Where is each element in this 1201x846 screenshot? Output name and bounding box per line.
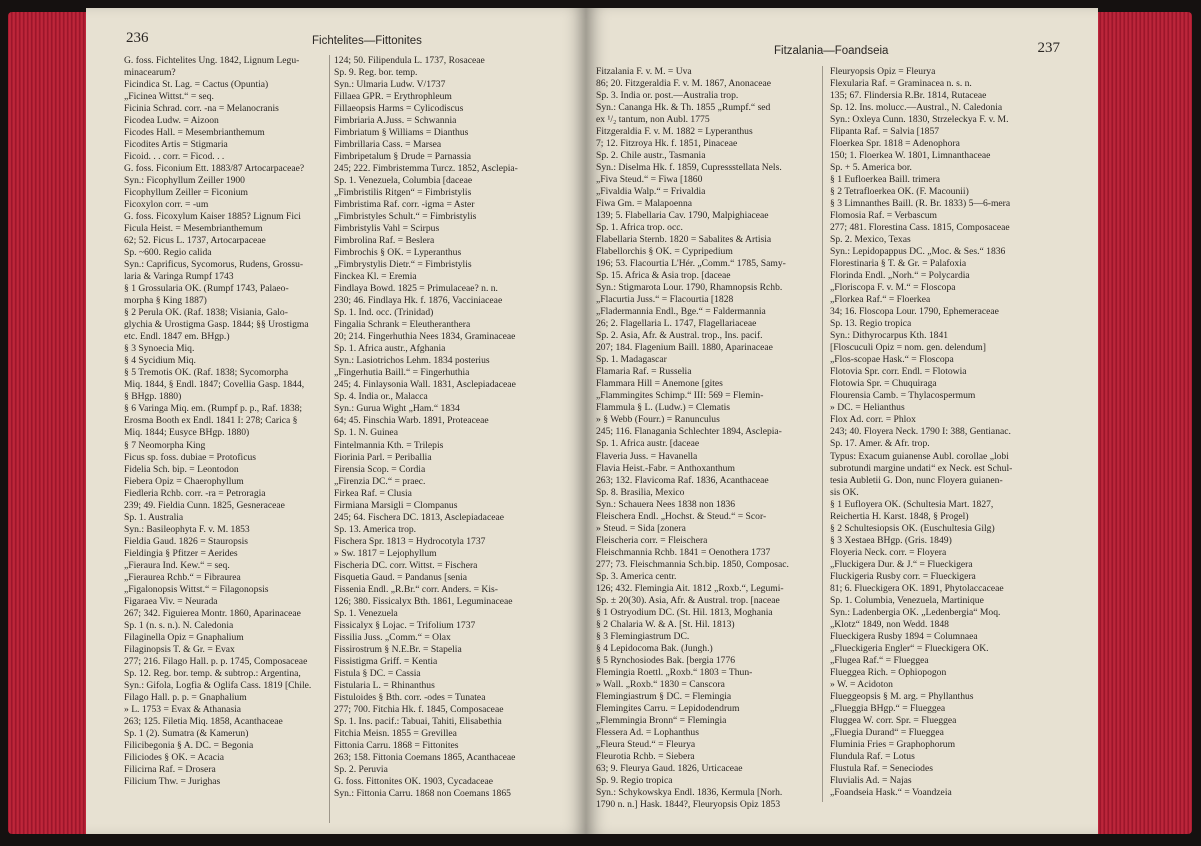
text-line: Ficodites Artis = Stigmaria [124, 139, 228, 151]
text-line: § BHgp. 1880) [124, 391, 182, 403]
running-header: Fichtelites—Fittonites [312, 35, 422, 47]
text-line: Sp. 1. Africa austr. [daceae [596, 438, 700, 450]
text-line: Sp. 17. Amer. & Afr. trop. [830, 438, 930, 450]
text-line: » DC. = Helianthus [830, 402, 905, 414]
text-line: Sp. 1. Columbia, Venezuela, Martinique [830, 594, 984, 606]
text-line: 81; 6. Flueckigera OK. 1891, Phytolaccaceae [830, 582, 1004, 594]
text-line: Finckea Kl. = Eremia [334, 271, 417, 283]
text-line: 86; 20. Fitzgeraldia F. v. M. 1867, Anonaceae [596, 78, 771, 90]
text-line: Sp. 1. Africa trop. occ. [596, 222, 683, 234]
text-line: sis OK. [830, 486, 859, 498]
text-line: Findlaya Bowd. 1825 = Primulaceae? n. n. [334, 283, 498, 295]
text-line: Filago Hall. p. p. = Gnaphalium [124, 691, 247, 703]
text-line: Firensia Scop. = Cordia [334, 463, 426, 475]
text-line: Syn.: Ulmaria Ludw. V/1737 [334, 79, 446, 91]
text-line: „Flugea Raf.“ = Flueggea [830, 654, 929, 666]
text-line: G. foss. Fichtelites Ung. 1842, Lignum Legu- [124, 55, 300, 66]
text-line: Fissilia Juss. „Comm.“ = Olax [334, 631, 451, 643]
text-line: G. foss. Ficoxylum Kaiser 1885? Lignum Fici [124, 211, 301, 223]
text-line: Sp. 8. Brasilia, Mexico [596, 486, 685, 498]
text-line: § 2 Perula OK. (Raf. 1838; Visiania, Galo- [124, 307, 288, 319]
text-line: § 3 Xestaea BHgp. (Gris. 1849) [830, 534, 952, 546]
text-line: morpha § King 1887) [124, 295, 207, 307]
text-line: Sp. 2. Mexico, Texas [830, 234, 911, 246]
text-line: Fissicalyx § Lojac. = Trifolium 1737 [334, 619, 476, 631]
text-line: § 4 Sycidium Miq. [124, 355, 196, 367]
text-column-left [124, 55, 360, 788]
text-line: subrotundi margine undati“ ex Neck. est Schul- [830, 462, 1013, 474]
text-line: Flaveria Juss. = Havanella [596, 450, 698, 462]
text-line: Sp. 2. Asia, Afr. & Austral. trop., Ins. pacif. [596, 330, 763, 342]
text-line: 7; 12. Fitzroya Hk. f. 1851, Pinaceae [596, 138, 738, 150]
text-line: 126; 380. Fissicalyx Bth. 1861, Leguminaceae [334, 595, 513, 607]
text-line: Ficus sp. foss. dubiae = Protoficus [124, 451, 256, 463]
text-line: 263; 125. Filetia Miq. 1858, Acanthaceae [124, 715, 283, 727]
text-line: 245; 116. Flanagania Schlechter 1894, Asclepia- [596, 426, 782, 438]
text-line: Ficoid. . . corr. = Ficod. . . [124, 151, 225, 163]
text-line: Flotowia Spr. = Chuquiraga [830, 378, 937, 390]
text-line: Syn.: Diselma Hk. f. 1859, Cupressstellata Nels. [596, 162, 782, 174]
text-line: Sp. 1 (n. s. n.). N. Caledonia [124, 619, 234, 631]
text-line: § 4 Lepidocoma Bak. (Jungh.) [596, 642, 713, 654]
text-line: Fillaeopsis Harms = Cylicodiscus [334, 103, 464, 115]
text-line: 263; 158. Fittonia Coemans 1865, Acanthaceae [334, 751, 516, 763]
text-line: 64; 45. Finschia Warb. 1891, Proteaceae [334, 415, 489, 427]
text-line: Flomosia Raf. = Verbascum [830, 210, 938, 222]
text-line: Sp. 2. Peruvia [334, 763, 388, 775]
text-line: 239; 49. Fieldia Cunn. 1825, Gesneraceae [124, 499, 285, 511]
text-line: 263; 132. Flavicoma Raf. 1836, Acanthaceae [596, 474, 769, 486]
text-line: 124; 50. Filipendula L. 1737, Rosaceae [334, 55, 485, 66]
text-line: Fintelmannia Kth. = Trilepis [334, 439, 444, 451]
text-line: § 2 Chalaria W. & A. [St. Hil. 1813) [596, 618, 735, 630]
text-line: Fischeria DC. corr. Wittst. = Fischera [334, 559, 478, 571]
text-line: 277; 216. Filago Hall. p. p. 1745, Composaceae [124, 655, 308, 667]
text-line: » W. = Acidoton [830, 678, 893, 690]
text-line: Fiwa Gm. = Malapoenna [596, 198, 692, 210]
text-line: Fleurotia Rchb. = Siebera [596, 750, 695, 762]
text-line: Fimbristima Raf. corr. -igma = Aster [334, 199, 475, 211]
text-line: „Flos-scopae Hask.“ = Floscopa [830, 354, 954, 366]
text-line: „Ficinea Wittst.“ = seq. [124, 91, 214, 103]
text-line: Fingalia Schrank = Eleutheranthera [334, 319, 471, 331]
text-line: Flabellaria Sternb. 1820 = Sabalites & Artisia [596, 234, 772, 246]
text-line: Florestinaria § T. & Gr. = Palafoxia [830, 258, 967, 270]
text-line: Ficodes Hall. = Mesembrianthemum [124, 127, 265, 139]
text-line: 135; 67. Flindersia R.Br. 1814, Rutaceae [830, 90, 987, 102]
text-line: Flemingia Roettl. „Roxb.“ 1803 = Thun- [596, 666, 753, 678]
text-line: Syn.: Dithyrocarpus Kth. 1841 [830, 330, 949, 342]
text-line: Miq. 1844, § Endl. 1847; Covellia Gasp. 1844, [124, 379, 305, 391]
right-page-edge [1096, 12, 1192, 834]
text-line: 139; 5. Flabellaria Cav. 1790, Malpighiaceae [596, 210, 769, 222]
text-line: „Fimbristyles Schult.“ = Fimbristylis [334, 211, 477, 223]
text-line: glychia & Urostigma Gasp. 1844; §§ Urostigma [124, 319, 309, 331]
text-line: Fleuryopsis Opiz = Fleurya [830, 66, 936, 77]
text-line: Fistula § DC. = Cassia [334, 667, 421, 679]
text-line: Fleischmannia Rchb. 1841 = Oenothera 1737 [596, 546, 771, 558]
text-line: Flox Ad. corr. = Phlox [830, 414, 916, 426]
text-line: Sp. + 5. America bor. [830, 162, 912, 174]
text-line: 126; 432. Flemingia Ait. 1812 „Roxb.“, Legumi- [596, 582, 784, 594]
text-line: Sp. ± 20(30). Asia, Afr. & Austral. trop. [naceae [596, 594, 780, 606]
text-line: Sp. 9. Regio tropica [596, 774, 673, 786]
text-line: Sp. 1. Venezuela, Columbia [daceae [334, 175, 473, 187]
text-line: Fimbrolina Raf. = Beslera [334, 235, 435, 247]
text-line: Fitzgeraldia F. v. M. 1882 = Lyperanthus [596, 126, 753, 138]
page-number: 237 [1037, 40, 1060, 56]
text-line: Sp. 4. India or., Malacca [334, 391, 428, 403]
text-line: „Fieraurea Rchb.“ = Fibraurea [124, 571, 241, 583]
text-line: Flexularia Raf. = Graminacea n. s. n. [830, 78, 972, 90]
text-line: Firmiana Marsigli = Clompanus [334, 499, 458, 511]
text-line: Syn.: Oxleya Cunn. 1830, Strzeleckya F. v. M. [830, 114, 1009, 126]
text-line: » L. 1753 = Evax & Athanasia [124, 703, 242, 715]
text-line: § 5 Rynchosiodes Bak. [bergia 1776 [596, 654, 736, 666]
text-line: Fimbrillaria Cass. = Marsea [334, 139, 442, 151]
text-line: „Fladermannia Endl., Bge.“ = Faldermannia [596, 306, 766, 318]
text-line: 245; 4. Finlaysonia Wall. 1831, Asclepiadaceae [334, 379, 516, 391]
text-column-right [830, 66, 1076, 799]
text-line: Syn.: Caprificus, Sycomorus, Rudens, Grossu- [124, 259, 304, 271]
text-line: Fischera Spr. 1813 = Hydrocotyla 1737 [334, 535, 486, 547]
text-line: Figaraea Viv. = Neurada [124, 595, 218, 607]
text-line: Erosma Booth ex Endl. 1841 I: 278; Carica § [124, 415, 298, 427]
text-line: „Fivaldia Walp.“ = Frivaldia [596, 186, 706, 198]
text-line: Floyeria Neck. corr. = Floyera [830, 546, 947, 558]
text-line: minacearum? [124, 67, 176, 79]
text-line: „Fingerhutia Baill.“ = Fingerhuthia [334, 367, 470, 379]
text-line: Flotovia Spr. corr. Endl. = Flotowia [830, 366, 967, 378]
text-line: Firkea Raf. = Clusia [334, 487, 412, 499]
text-line: „Klotz“ 1849, non Wedd. 1848 [830, 618, 949, 630]
text-line: Sp. 3. America centr. [596, 570, 677, 582]
text-line: Flundula Raf. = Lotus [830, 750, 915, 762]
text-line: Syn.: Cananga Hk. & Th. 1855 „Rumpf.“ sed [596, 102, 771, 114]
text-line: 63; 9. Fleurya Gaud. 1826, Urticaceae [596, 762, 743, 774]
text-line: G. foss. Ficonium Ett. 1883/87 Artocarpaceae? [124, 163, 305, 175]
text-line: Ficoxylon corr. = -um [124, 199, 209, 211]
text-line: Ficodea Ludw. = Aizoon [124, 115, 219, 127]
text-line: „Flammingites Schimp.“ III: 569 = Flemin- [596, 390, 764, 402]
text-line: Syn.: Gifola, Logfia & Oglifa Cass. 1819 [Chile. [124, 679, 312, 691]
text-line: Fillaea GPR. = Erythrophleum [334, 91, 452, 103]
text-line: Fiebera Opiz = Chaerophyllum [124, 475, 244, 487]
text-line: Fleischeria corr. = Fleischera [596, 534, 708, 546]
text-line: laria & Varinga Rumpf 1743 [124, 271, 234, 283]
text-column-right [334, 55, 566, 800]
text-line: Fluggea W. corr. Spr. = Flueggea [830, 714, 957, 726]
text-line: Sp. 1 (2). Sumatra (& Kamerun) [124, 727, 249, 739]
text-line: Florinda Endl. „Norh.“ = Polycardia [830, 270, 970, 282]
text-line: Fluminia Fries = Graphophorum [830, 738, 956, 750]
text-line: Flemingiastrum § DC. = Flemingia [596, 690, 732, 702]
text-line: Fiorinia Parl. = Periballia [334, 451, 432, 463]
text-line: 34; 16. Floscopa Lour. 1790, Ephemeraceae [830, 306, 999, 318]
text-line: Flueckigera Rusby 1894 = Columnaea [830, 630, 978, 642]
text-line: „Floriscopa F. v. M.“ = Floscopa [830, 282, 956, 294]
text-line: 277; 73. Fleischmannia Sch.bip. 1850, Composac. [596, 558, 789, 570]
text-line: Sp. 2. Chile austr., Tasmania [596, 150, 706, 162]
text-line: 230; 46. Findlaya Hk. f. 1876, Vacciniaceae [334, 295, 503, 307]
text-line: „Fluckigera Dur. & J.“ = Flueckigera [830, 558, 973, 570]
text-line: Ficindica St. Lag. = Cactus (Opuntia) [124, 79, 269, 91]
text-line: Sp. 1. Madagascar [596, 354, 667, 366]
text-line: Flustula Raf. = Seneciodes [830, 762, 933, 774]
text-line: „Flacurtia Juss.“ = Flacourtia [1828 [596, 294, 734, 306]
text-line: § 1 Eufloerkea Baill. trimera [830, 174, 941, 186]
text-line: Filicibegonia § A. DC. = Begonia [124, 739, 254, 751]
text-line: Syn.: Lasiotrichos Lehm. 1834 posterius [334, 355, 490, 367]
text-line: § 3 Synoecia Miq. [124, 343, 195, 355]
text-line: Flavia Heist.-Fabr. = Anthoxanthum [596, 462, 735, 474]
text-line: „Flemmingia Bronn“ = Flemingia [596, 714, 727, 726]
text-line: » Steud. = Sida [zonera [596, 522, 686, 534]
text-line: „Fleura Steud.“ = Fleurya [596, 738, 696, 750]
text-line: § 1 Ostryodium DC. (St. Hil. 1813, Moghania [596, 606, 773, 618]
text-line: Fimbrochis § OK. = Lyperanthus [334, 247, 462, 259]
text-line: Filiciodes § OK. = Acacia [124, 751, 224, 763]
text-line: 277; 700. Fitchia Hk. f. 1845, Composaceae [334, 703, 504, 715]
page-number: 236 [126, 30, 149, 46]
text-line: Flessera Ad. = Lophanthus [596, 726, 699, 738]
text-line: „Fiva Steud.“ = Fiwa [1860 [596, 174, 703, 186]
text-line: Syn.: Schykowskya Endl. 1836, Kermula [Norh. [596, 786, 783, 798]
text-line: » § Webb (Fourr.) = Ranunculus [596, 414, 720, 426]
text-line: § 5 Tremotis OK. (Raf. 1838; Sycomorpha [124, 367, 289, 379]
text-line: Miq. 1844; Eusyce BHgp. 1880) [124, 427, 250, 439]
text-line: Ficophyllum Zeiller = Ficonium [124, 187, 248, 199]
text-line: § 2 Schultesiopsis OK. (Euschultesia Gilg) [830, 522, 995, 534]
text-line: § 3 Limnanthes Baill. (R. Br. 1833) 5—6-mera [830, 198, 1011, 210]
text-line: tesia Aubletii G. Don, nunc Floyera guianen- [830, 474, 1003, 486]
text-line: Filaginella Opiz = Gnaphalium [124, 631, 244, 643]
text-line: § 3 Flemingiastrum DC. [596, 630, 690, 642]
right-page [586, 8, 1098, 834]
text-line: Fieldia Gaud. 1826 = Stauropsis [124, 535, 248, 547]
text-line: Fisquetia Gaud. = Pandanus [senia [334, 571, 468, 583]
text-line: etc. Endl. 1847 em. BHgp.) [124, 331, 230, 343]
text-line: Flammula § L. (Ludw.) = Clematis [596, 402, 731, 414]
text-line: Flammara Hill = Anemone [gites [596, 378, 723, 390]
text-line: Syn.: Gurua Wight „Ham.“ 1834 [334, 403, 460, 415]
text-line: „Fimbristilis Ritgen“ = Fimbristylis [334, 187, 472, 199]
text-line: 245; 64. Fischera DC. 1813, Asclepiadaceae [334, 511, 504, 523]
text-line: Fissirostrum § N.E.Br. = Stapelia [334, 643, 462, 655]
text-line: „Fieraura Ind. Kew.“ = seq. [124, 559, 230, 571]
text-line: Floerkea Spr. 1818 = Adenophora [830, 138, 960, 150]
text-line: „Firenzia DC.“ = praec. [334, 475, 426, 487]
text-line: Fissistigma Griff. = Kentia [334, 655, 438, 667]
text-line: Ficula Heist. = Mesembrianthemum [124, 223, 263, 235]
text-line: » Sw. 1817 = Lejophyllum [334, 547, 437, 559]
text-line: 243; 40. Floyera Neck. 1790 I: 388, Gentianac. [830, 426, 1011, 438]
text-line: Sp. 1. Australia [124, 511, 184, 523]
text-line: ex ¹/₂ tantum, non Aubl. 1775 [596, 114, 710, 126]
text-line: Typus: Exacum guianense Aubl. corollae „lobi [830, 450, 1009, 462]
text-line: Sp. 1. N. Guinea [334, 427, 398, 439]
text-line: [Floscuculi Opiz = nom. gen. delendum] [830, 342, 986, 354]
text-line: „Flueggia BHgp.“ = Flueggea [830, 702, 946, 714]
text-line: 20; 214. Fingerhuthia Nees 1834, Graminaceae [334, 331, 516, 343]
text-line: Syn.: Fittonia Carru. 1868 non Coemans 1865 [334, 787, 511, 799]
text-line: Fidelia Sch. bip. = Leontodon [124, 463, 239, 475]
text-line: 277; 481. Florestina Cass. 1815, Composaceae [830, 222, 1010, 234]
text-line: § 1 Eufloyera OK. (Schultesia Mart. 1827, [830, 498, 994, 510]
text-line: Fimbripetalum § Drude = Parnassia [334, 151, 472, 163]
text-line: Sp. 1. Africa austr., Afghania [334, 343, 446, 355]
text-line: Filicirna Raf. = Drosera [124, 763, 216, 775]
text-line: „Figalonopsis Wittst.“ = Filagonopsis [124, 583, 269, 595]
text-line: Syn.: Ficophyllum Zeiller 1900 [124, 175, 245, 187]
text-line: Flueggea Rich. = Ophiopogon [830, 666, 947, 678]
text-line: Fiedleria Rchb. corr. -ra = Petroragia [124, 487, 266, 499]
text-column-left [596, 66, 828, 811]
text-line: 26; 2. Flagellaria L. 1747, Flagellariaceae [596, 318, 757, 330]
text-line: Syn.: Stigmarota Lour. 1790, Rhamnopsis Rchb. [596, 282, 783, 294]
text-line: Fitzalania F. v. M. = Uva [596, 66, 692, 77]
text-line: 62; 52. Ficus L. 1737, Artocarpaceae [124, 235, 266, 247]
text-line: Flueggeopsis § M. arg. = Phyllanthus [830, 690, 974, 702]
text-line: Sp. 3. India or. post.—Australia trop. [596, 90, 739, 102]
text-line: Fistularia L. = Rhinanthus [334, 679, 435, 691]
text-line: „Fluegia Durand“ = Flueggea [830, 726, 944, 738]
left-page [86, 8, 586, 834]
text-line: Sp. 15. Africa & Asia trop. [daceae [596, 270, 731, 282]
text-line: Syn.: Schauera Nees 1838 non 1836 [596, 498, 736, 510]
text-line: § 7 Neomorpha King [124, 439, 206, 451]
text-line: § 2 Tetrafloerkea OK. (F. Macounii) [830, 186, 969, 198]
text-line: Fissenia Endl. „R.Br.“ corr. Anders. = Kis- [334, 583, 498, 595]
text-line: Fluvialis Ad. = Najas [830, 774, 912, 786]
text-line: Flourensia Camb. = Thylacospermum [830, 390, 976, 402]
text-line: » Wall. „Roxb.“ 1830 = Canscora [596, 678, 725, 690]
text-line: Fitchia Meisn. 1855 = Grevillea [334, 727, 457, 739]
text-line: „Fimbrystylis Dietr.“ = Fimbristylis [334, 259, 472, 271]
text-line: 150; 1. Floerkea W. 1801, Limnanthaceae [830, 150, 991, 162]
text-line: „Foandseia Hask.“ = Voandzeia [830, 786, 952, 798]
left-page-edge [8, 12, 86, 834]
text-line: Fluckigeria Rusby corr. = Flueckigera [830, 570, 976, 582]
text-line: Filaginopsis T. & Gr. = Evax [124, 643, 235, 655]
text-line: Reichertia H. Karst. 1848, § Progel) [830, 510, 969, 522]
text-line: 267; 342. Figuierea Montr. 1860, Aparinaceae [124, 607, 301, 619]
text-line: Fittonia Carru. 1868 = Fittonites [334, 739, 459, 751]
text-line: Sp. 1. Ins. pacif.: Tabuai, Tahiti, Elisabethia [334, 715, 502, 727]
text-line: 207; 184. Flagenium Baill. 1880, Aparinaceae [596, 342, 773, 354]
text-line: Sp. 13. America trop. [334, 523, 417, 535]
text-line: Filicium Thw. = Jurighas [124, 775, 221, 787]
text-line: § 6 Varinga Miq. em. (Rumpf p. p., Raf. 1838; [124, 403, 303, 415]
text-line: Sp. 9. Reg. bor. temp. [334, 67, 418, 79]
text-line: G. foss. Fittonites OK. 1903, Cycadaceae [334, 775, 494, 787]
text-line: Syn.: Ladenbergia OK. „Ledenbergia“ Moq. [830, 606, 1001, 618]
text-line: Flamaria Raf. = Russelia [596, 366, 692, 378]
text-line: Fimbriaria A.Juss. = Schwannia [334, 115, 457, 127]
text-line: Sp. 1. Ind. occ. (Trinidad) [334, 307, 434, 319]
text-line: Flemingites Carru. = Lepidodendrum [596, 702, 740, 714]
text-line: 196; 53. Flacourtia L'Hér. „Comm.“ 1785, Samy- [596, 258, 786, 270]
text-line: Sp. 12. Ins. molucc.—Austral., N. Caledonia [830, 102, 1003, 114]
text-line: Sp. ~600. Regio calida [124, 247, 212, 259]
text-line: Flipanta Raf. = Salvia [1857 [830, 126, 940, 138]
text-line: Fimbristylis Vahl = Scirpus [334, 223, 440, 235]
text-line: Syn.: Basileophyta F. v. M. 1853 [124, 523, 250, 535]
text-line: § 1 Grossularia OK. (Rumpf 1743, Palaeo- [124, 283, 289, 295]
text-line: Fieldingia § Pfitzer = Aerides [124, 547, 238, 559]
text-line: Sp. 12. Reg. bor. temp. & subtrop.: Argentina, [124, 667, 301, 679]
text-line: Fistuloides § Bth. corr. -odes = Tunatea [334, 691, 486, 703]
text-line: 1790 n. n.] Hask. 1844?, Fleuryopsis Opiz 1853 [596, 798, 781, 810]
text-line: Flabellorchis § OK. = Cypripedium [596, 246, 733, 258]
text-line: Fleischera Endl. „Hochst. & Steud.“ = Scor- [596, 510, 767, 522]
text-line: Ficinia Schrad. corr. -na = Melanocranis [124, 103, 279, 115]
text-line: Sp. 13. Regio tropica [830, 318, 912, 330]
text-line: Sp. 1. Venezuela [334, 607, 398, 619]
text-line: „Flueckigeria Engler“ = Flueckigera OK. [830, 642, 989, 654]
text-line: 245; 222. Fimbristemma Turcz. 1852, Asclepia- [334, 163, 518, 175]
text-line: „Florkea Raf.“ = Floerkea [830, 294, 931, 306]
text-line: Syn.: Lepidopappus DC. „Moc. & Ses.“ 1836 [830, 246, 1006, 258]
text-line: Fimbriatum § Williams = Dianthus [334, 127, 469, 139]
running-header: Fitzalania—Foandseia [774, 45, 889, 57]
